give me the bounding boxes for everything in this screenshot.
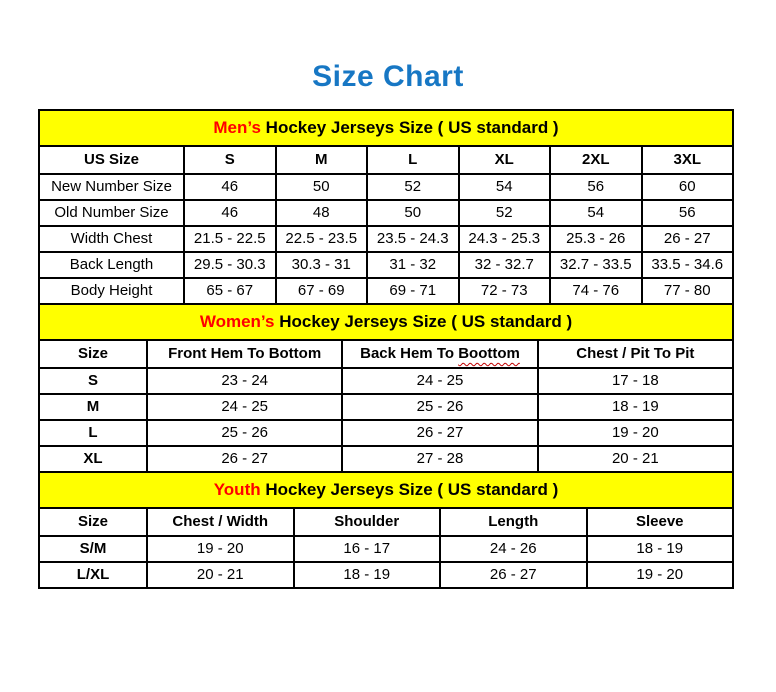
column-header <box>342 340 537 368</box>
table-row <box>39 252 733 278</box>
column-header-label: US Size <box>83 150 140 168</box>
size-value-cell: 50 <box>367 200 459 226</box>
size-value-cell: 19 - 20 <box>538 420 733 446</box>
table-row <box>39 368 733 394</box>
size-value-cell: 54 <box>459 174 551 200</box>
table-row <box>39 174 733 200</box>
section-title-rest: Hockey Jerseys Size ( US standard ) <box>279 311 573 331</box>
column-header-label: Back Hem To <box>360 344 455 362</box>
column-header <box>39 508 147 536</box>
size-chart <box>38 109 734 589</box>
column-header-label: XL <box>494 150 514 168</box>
table-row <box>39 446 733 472</box>
size-value-cell: 22.5 - 23.5 <box>276 226 368 252</box>
size-value-cell: 74 - 76 <box>550 278 642 304</box>
size-value-cell: 23 - 24 <box>147 368 342 394</box>
youth-section-header <box>39 472 733 508</box>
row-label: Body Height <box>39 278 184 304</box>
column-header <box>538 340 733 368</box>
row-label: Width Chest <box>39 226 184 252</box>
mens-section-header <box>39 110 733 146</box>
row-label: S <box>39 368 147 394</box>
table-row <box>39 278 733 304</box>
table-row <box>39 394 733 420</box>
column-header <box>587 508 734 536</box>
row-label: L <box>39 420 147 446</box>
size-value-cell: 20 - 21 <box>147 562 294 588</box>
section-title-highlight: Men’s <box>213 117 261 137</box>
womens-section-header <box>39 304 733 340</box>
table-row <box>39 536 733 562</box>
column-header-label: 3XL <box>673 150 701 168</box>
size-value-cell: 52 <box>459 200 551 226</box>
column-header-label: L <box>408 150 418 168</box>
womens-size-table <box>38 303 734 473</box>
youth-band-row <box>39 472 733 508</box>
column-header <box>39 146 184 174</box>
size-value-cell: 24 - 26 <box>440 536 587 562</box>
column-header <box>459 146 551 174</box>
size-value-cell: 48 <box>276 200 368 226</box>
column-header <box>440 508 587 536</box>
size-value-cell: 24 - 25 <box>147 394 342 420</box>
size-value-cell: 24.3 - 25.3 <box>459 226 551 252</box>
size-value-cell: 19 - 20 <box>587 562 734 588</box>
size-value-cell: 30.3 - 31 <box>276 252 368 278</box>
size-value-cell: 25 - 26 <box>342 394 537 420</box>
size-value-cell: 18 - 19 <box>538 394 733 420</box>
size-value-cell: 52 <box>367 174 459 200</box>
size-value-cell: 27 - 28 <box>342 446 537 472</box>
section-title-highlight: Youth <box>213 479 261 499</box>
row-label: M <box>39 394 147 420</box>
size-value-cell: 26 - 27 <box>147 446 342 472</box>
section-title-rest: Hockey Jerseys Size ( US standard ) <box>265 117 559 137</box>
size-value-cell: 25.3 - 26 <box>550 226 642 252</box>
column-header-label: Size <box>77 512 108 530</box>
table-row <box>39 200 733 226</box>
size-value-cell: 54 <box>550 200 642 226</box>
column-header-label: M <box>315 150 328 168</box>
size-value-cell: 56 <box>550 174 642 200</box>
size-value-cell: 77 - 80 <box>642 278 734 304</box>
size-value-cell: 21.5 - 22.5 <box>184 226 276 252</box>
size-value-cell: 72 - 73 <box>459 278 551 304</box>
row-label: XL <box>39 446 147 472</box>
column-header-label: Length <box>488 512 539 530</box>
womens-column-header-row <box>39 340 733 368</box>
column-header-label: Size <box>77 344 108 362</box>
size-value-cell: 26 - 27 <box>642 226 734 252</box>
size-value-cell: 18 - 19 <box>294 562 441 588</box>
page-title: Size Chart <box>312 60 464 93</box>
mens-column-header-row <box>39 146 733 174</box>
table-row <box>39 226 733 252</box>
table-row <box>39 562 733 588</box>
misspelled-word: Boottom <box>458 344 520 362</box>
column-header <box>147 340 342 368</box>
size-value-cell: 69 - 71 <box>367 278 459 304</box>
row-label: S/M <box>39 536 147 562</box>
youth-size-table <box>38 471 734 589</box>
size-value-cell: 50 <box>276 174 368 200</box>
mens-band-row <box>39 110 733 146</box>
size-value-cell: 23.5 - 24.3 <box>367 226 459 252</box>
column-header-label: Sleeve <box>635 512 684 530</box>
womens-band-row <box>39 304 733 340</box>
column-header-label: Chest / Pit To Pit <box>576 344 695 362</box>
size-value-cell: 26 - 27 <box>342 420 537 446</box>
row-label: Back Length <box>39 252 184 278</box>
size-value-cell: 65 - 67 <box>184 278 276 304</box>
column-header <box>39 340 147 368</box>
size-value-cell: 26 - 27 <box>440 562 587 588</box>
size-value-cell: 32.7 - 33.5 <box>550 252 642 278</box>
size-value-cell: 19 - 20 <box>147 536 294 562</box>
column-header <box>184 146 276 174</box>
row-label: L/XL <box>39 562 147 588</box>
table-row <box>39 420 733 446</box>
size-value-cell: 16 - 17 <box>294 536 441 562</box>
column-header-label: Shoulder <box>334 512 400 530</box>
column-header <box>550 146 642 174</box>
size-value-cell: 20 - 21 <box>538 446 733 472</box>
row-label: New Number Size <box>39 174 184 200</box>
mens-size-table <box>38 109 734 305</box>
column-header <box>276 146 368 174</box>
column-header-label: S <box>224 150 235 168</box>
size-value-cell: 25 - 26 <box>147 420 342 446</box>
column-header-label: 2XL <box>581 150 610 168</box>
section-title-highlight: Women’s <box>199 311 275 331</box>
column-header <box>367 146 459 174</box>
size-value-cell: 18 - 19 <box>587 536 734 562</box>
size-value-cell: 31 - 32 <box>367 252 459 278</box>
section-title-rest: Hockey Jerseys Size ( US standard ) <box>265 479 559 499</box>
column-header <box>642 146 734 174</box>
size-value-cell: 56 <box>642 200 734 226</box>
column-header-label: Front Hem To Bottom <box>168 344 322 362</box>
column-header <box>147 508 294 536</box>
size-value-cell: 46 <box>184 200 276 226</box>
column-header <box>294 508 441 536</box>
size-value-cell: 33.5 - 34.6 <box>642 252 734 278</box>
size-value-cell: 67 - 69 <box>276 278 368 304</box>
youth-column-header-row <box>39 508 733 536</box>
row-label: Old Number Size <box>39 200 184 226</box>
size-value-cell: 32 - 32.7 <box>459 252 551 278</box>
size-value-cell: 29.5 - 30.3 <box>184 252 276 278</box>
size-value-cell: 46 <box>184 174 276 200</box>
size-value-cell: 60 <box>642 174 734 200</box>
size-value-cell: 24 - 25 <box>342 368 537 394</box>
column-header-label: Chest / Width <box>172 512 269 530</box>
size-value-cell: 17 - 18 <box>538 368 733 394</box>
